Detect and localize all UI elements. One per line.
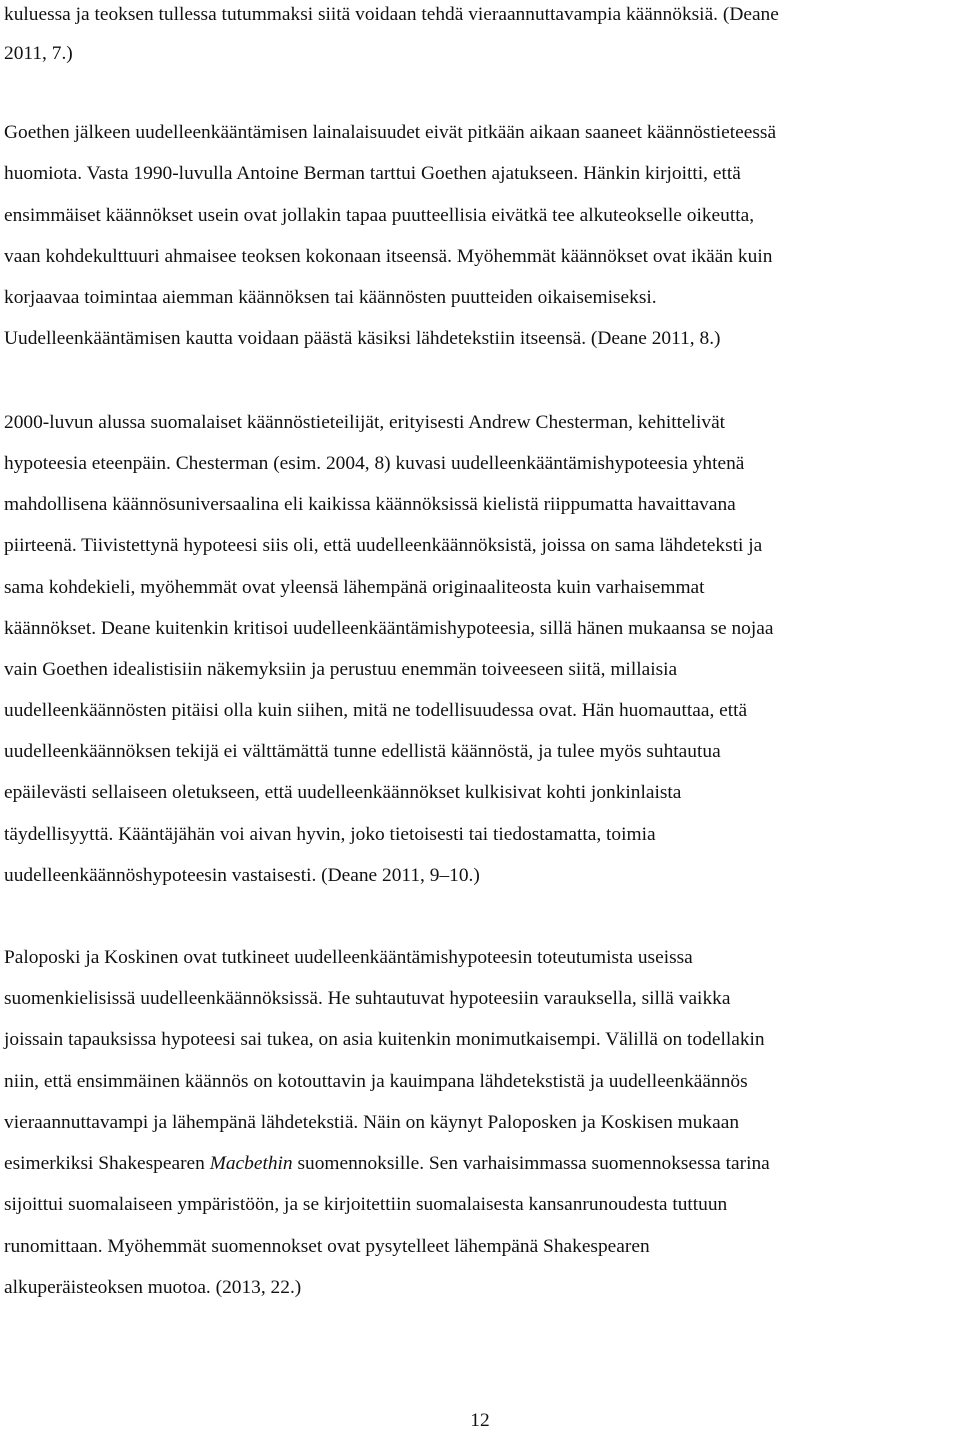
text-line: mahdollisena käännösuniversaalina eli kaikissa käännöksissä kielistä riippumatta havaittavana (4, 494, 736, 515)
text-line: uudelleenkäännöshypoteesin vastaisesti. (Deane 2011, 9–10.) (4, 865, 480, 886)
text-line: Uudelleenkääntämisen kautta voidaan päästä käsiksi lähdetekstiin itseensä. (Deane 2011, 8.) (4, 328, 721, 349)
text-line: 2000-luvun alussa suomalaiset käännöstieteilijät, erityisesti Andrew Chesterman, kehittelivät (4, 412, 726, 433)
text-line: kuluessa ja teoksen tullessa tutummaksi siitä voidaan tehdä vieraannuttavampia käännöksiä. (Deane (4, 4, 779, 25)
text-line: Goethen jälkeen uudelleenkääntämisen lainalaisuudet eivät pitkään aikaan saaneet käännöstieteessä (4, 122, 777, 143)
text-line: uudelleenkäännösten pitäisi olla kuin siihen, mitä ne todellisuudessa ovat. Hän huomauttaa, että (4, 700, 748, 721)
page-number: 12 (470, 1410, 490, 1431)
text-line (4, 1152, 770, 1176)
text-line: korjaavaa toimintaa aiemman käännöksen tai käännösten puutteiden oikaisemiseksi. (4, 287, 657, 308)
text-line: ensimmäiset käännökset usein ovat jollakin tapaa puutteellisia eivätkä tee alkuteokselle oikeutta, (4, 205, 755, 226)
text-segment: suomennoksille. Sen varhaisimmassa suomennoksessa tarina (292, 1153, 770, 1174)
text-line: piirteenä. Tiivistettynä hypoteesi siis oli, että uudelleenkäännöksistä, joissa on sama lähdeteksti ja (4, 535, 763, 556)
text-line: hypoteesia eteenpäin. Chesterman (esim. 2004, 8) kuvasi uudelleenkääntämishypoteesia yhtenä (4, 453, 745, 474)
book-title: Macbethin (209, 1153, 293, 1174)
text-line: täydellisyyttä. Kääntäjähän voi aivan hyvin, joko tietoisesti tai tiedostamatta, toimia (4, 824, 656, 845)
text-segment: esimerkiksi Shakespearen (4, 1153, 210, 1174)
text-line: Paloposki ja Koskinen ovat tutkineet uudelleenkääntämishypoteesin toteutumista useissa (4, 947, 693, 968)
text-line: vain Goethen idealistisiin näkemyksiin ja perustuu enemmän toiveeseen siitä, millaisia (4, 659, 678, 680)
text-line: 2011, 7.) (4, 43, 73, 64)
text-line: runomittaan. Myöhemmät suomennokset ovat pysytelleet lähempänä Shakespearen (4, 1236, 650, 1257)
text-line: joissain tapauksissa hypoteesi sai tukea, on asia kuitenkin monimutkaisempi. Välillä on todellakin (4, 1029, 765, 1050)
text-line: niin, että ensimmäinen käännös on kotouttavin ja kauimpana lähdetekstistä ja uudelleenkäännös (4, 1071, 748, 1092)
text-line: vaan kohdekulttuuri ahmaisee teoksen kokonaan itseensä. Myöhemmät käännökset ovat ikään kuin (4, 246, 773, 267)
text-line: suomenkielisissä uudelleenkäännöksissä. He suhtautuvat hypoteesiin varauksella, sillä vaikka (4, 988, 731, 1009)
text-line: huomiota. Vasta 1990-luvulla Antoine Berman tarttui Goethen ajatukseen. Hänkin kirjoitti, että (4, 163, 741, 184)
text-line: vieraannuttavampi ja lähempänä lähdetekstiä. Näin on käynyt Paloposken ja Koskisen mukaan (4, 1112, 740, 1133)
text-line: uudelleenkäännöksen tekijä ei välttämättä tunne edellistä käännöstä, ja tulee myös suhtautua (4, 741, 721, 762)
text-line: sijoittui suomalaiseen ympäristöön, ja se kirjoitettiin suomalaisesta kansanrunoudesta tuttuun (4, 1194, 728, 1215)
text-line: alkuperäisteoksen muotoa. (2013, 22.) (4, 1277, 302, 1298)
text-line: epäilevästi sellaiseen oletukseen, että uudelleenkäännökset kulkisivat kohti jonkinlaista (4, 782, 682, 803)
text-line: käännökset. Deane kuitenkin kritisoi uudelleenkääntämishypoteesia, sillä hänen mukaansa se nojaa (4, 618, 774, 639)
text-line: sama kohdekieli, myöhemmät ovat yleensä lähempänä originaaliteosta kuin varhaisemmat (4, 577, 705, 598)
